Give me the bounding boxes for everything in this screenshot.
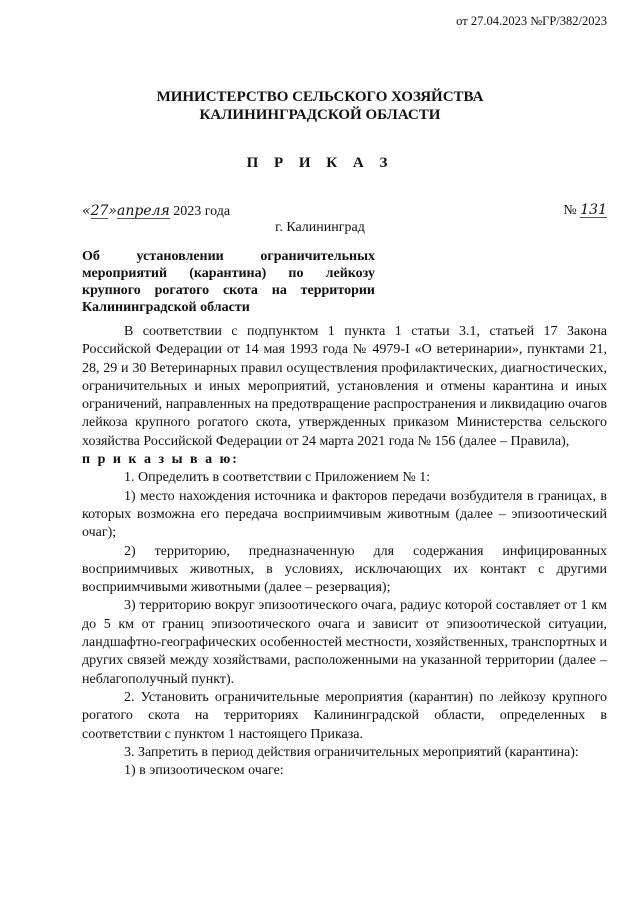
handwritten-number: 131: [580, 202, 607, 218]
item-3: 3. Запретить в период действия ограничительных мероприятий (карантина):: [124, 744, 579, 760]
ministry-line-2: КАЛИНИНГРАДСКОЙ ОБЛАСТИ: [199, 107, 441, 123]
decree-line: [82, 451, 607, 469]
item-1: 1. Определить в соответствии с Приложением № 1:: [124, 470, 431, 486]
order-city: г. Калининград: [275, 220, 365, 235]
order-number: [563, 203, 607, 219]
decree-word: п р и к а з ы в а ю:: [82, 452, 239, 468]
item-1-2: 2) территорию, предназначенную для содержания инфицированных восприимчивых животных, в условиях, исключающих их контакт с другими восприимчивыми животными (далее – резервация);: [82, 543, 607, 596]
order-date: [82, 203, 230, 220]
registration-number: от 27.04.2023 №ГР/382/2023: [456, 14, 607, 28]
item-2: 2. Установить ограничительные мероприятия (карантин) по лейкозу крупного рогатого скота на территориях Калининградской области, определенных в соответствии с пунктом 1 настоящего Приказа.: [82, 689, 607, 742]
quote-open: «: [82, 203, 91, 219]
item-1-3: 3) территорию вокруг эпизоотического очага, радиус которой составляет от 1 км до 5 км от границ эпизоотического очага и зависит от эпизоотической ситуации, ландшафтно-географических особенностей местности, хозяйственных, транспортных и других связей между хозяйствами, расположенными на указанной территории (далее – неблагополучный пункт).: [82, 598, 607, 687]
number-prefix: №: [563, 203, 577, 218]
order-body: [82, 323, 607, 780]
order-year: 2023 года: [173, 204, 231, 219]
ministry-line-1: МИНИСТЕРСТВО СЕЛЬСКОГО ХОЗЯЙСТВА: [156, 89, 484, 105]
order-title: П Р И К А З: [246, 155, 394, 171]
item-1-1: 1) место нахождения источника и факторов передачи возбудителя в границах, в которых возможна его передача восприимчивым животным (далее – эпизоотический очаг);: [82, 488, 607, 541]
order-subject: Об установлении ограничительных мероприятий (карантина) по лейкозу крупного рогатого скота на территории Калининградской области: [82, 249, 375, 315]
quote-close: »: [108, 203, 117, 219]
preamble-paragraph: В соответствии с подпунктом 1 пункта 1 статьи 3.1, статьей 17 Закона Российской Федерации от 14 мая 1993 года № 4979-I «О ветеринарии», пунктами 21, 28, 29 и 30 Ветеринарных правил осуществления профилактических, диагностических, ограничительных и иных мероприятий, установления и отмены карантина и иных ограничений, направленных на предотвращение распространения и ликвидацию очагов лейкоза крупного рогатого скота, утвержденных приказом Министерства сельского хозяйства Российской Федерации от 24 марта 2021 года № 156 (далее – Правила),: [82, 324, 607, 449]
item-3-1: 1) в эпизоотическом очаге:: [124, 763, 284, 779]
handwritten-month: апреля: [116, 203, 170, 219]
ministry-name: [0, 88, 640, 124]
handwritten-day: 27: [90, 203, 109, 219]
